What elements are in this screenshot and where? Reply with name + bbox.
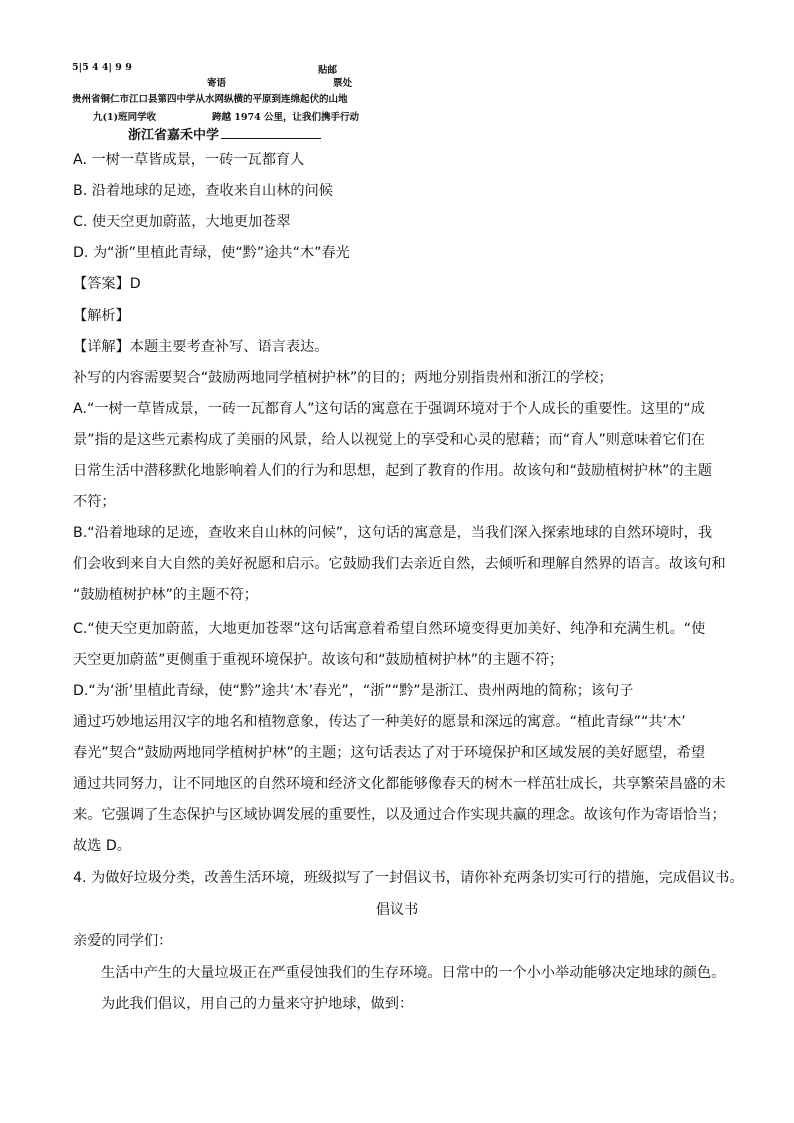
detail-line: 通过共同努力，让不同地区的自然环境和经济文化都能够像春天的树木一样茁壮成长，共享繁荣昌盛的未 <box>73 776 726 792</box>
answer-line: 【答案】D <box>73 276 141 292</box>
detail-line: 【详解】本题主要考查补写、语言表达。 <box>73 339 329 355</box>
option-a: A. 一树一草皆成景，一砖一瓦都育人 <box>73 152 305 168</box>
option-b: B. 沿着地球的足迹，查收来自山林的问候 <box>73 183 333 199</box>
letter-body-line: 为此我们倡议，用自己的力量来守护地球，做到： <box>101 996 414 1012</box>
letter-salutation: 亲爱的同学们： <box>73 933 173 949</box>
letter-body-line: 生活中产生的大量垃圾正在严重侵蚀我们的生存环境。日常中的一个小小举动能够决定地球的颜色。 <box>101 965 726 981</box>
analysis-label: 【解析】 <box>73 308 130 324</box>
option-d: D. 为“浙”里植此青绿，使“黔”途共“木”春光 <box>73 245 350 261</box>
envelope-postcode: 5|5 4 4| 9 9 <box>72 62 132 73</box>
detail-line: 不符； <box>73 494 116 510</box>
envelope-message-line: 跨越 1974 公里，让我们携手行动 <box>212 112 360 123</box>
question-4: 4. 为做好垃圾分类，改善生活环境，班级拟写了一封倡议书，请你补充两条切实可行的措施，完成倡议书。 <box>73 870 744 886</box>
envelope-sender <box>128 124 321 143</box>
detail-line: 春光”契合“鼓励两地同学植树护林”的主题；这句话表达了对于环境保护和区域发展的美好愿望，希望 <box>73 745 706 761</box>
sender-blank-line <box>221 126 321 139</box>
sender-name: 浙江省嘉禾中学 <box>128 128 220 143</box>
letter-title: 倡议书 <box>375 902 419 918</box>
detail-line: 景”指的是这些元素构成了美丽的风景，给人以视觉上的享受和心灵的慰藉；而“育人”则意味着它们在 <box>73 432 706 448</box>
detail-line: B.“沿着地球的足迹，查收来自山林的问候”，这句话的寓意是，当我们深入探索地球的自然环境时，我 <box>73 525 713 541</box>
option-c: C. 使天空更加蔚蓝，大地更加苍翠 <box>73 214 291 230</box>
detail-line: “鼓励植树护林”的主题不符； <box>73 587 258 603</box>
detail-line: 故选 D。 <box>73 838 131 854</box>
detail-line: 来。它强调了生态保护与区域协调发展的重要性，以及通过合作实现共赢的理念。故该句作为寄语恰当； <box>73 807 726 823</box>
detail-line: C.“使天空更加蔚蓝，大地更加苍翠”这句话寓意着希望自然环境变得更加美好、纯净和充满生机。“使 <box>73 621 706 637</box>
detail-line: D.“为‘浙’里植此青绿，使“黔”途共‘木’春光”，“浙”“黔”是浙江、贵州两地的简称；该句子 <box>73 683 634 699</box>
envelope-addressee-line: 九(1)班同学收 <box>93 112 157 123</box>
detail-line: 天空更加蔚蓝”更侧重于重视环境保护。故该句和“鼓励植树护林”的主题不符； <box>73 652 564 668</box>
detail-line: A.“一树一草皆成景，一砖一瓦都育人”这句话的寓意在于强调环境对于个人成长的重要性。这里的“成 <box>73 401 705 417</box>
envelope-message-label: 寄语 <box>207 78 227 89</box>
detail-line: 通过巧妙地运用汉字的地名和植物意象，传达了一种美好的愿景和深远的寓意。“植此青绿”“共‘木’ <box>73 714 686 730</box>
detail-line: 补写的内容需要契合“鼓励两地同学植树护林”的目的；两地分别指贵州和浙江的学校； <box>73 370 613 386</box>
detail-line: 日常生活中潜移默化地影响着人们的行为和思想，起到了教育的作用。故该句和“鼓励植树护林”的主题 <box>73 463 712 479</box>
envelope-stamp-line1: 贴邮 <box>318 65 338 76</box>
detail-line: 们会收到来自大自然的美好祝愿和启示。它鼓励我们去亲近自然，去倾听和理解自然界的语言。故该句和 <box>73 556 726 572</box>
envelope-address-line: 贵州省铜仁市江口县第四中学从水网纵横的平原到连绵起伏的山地 <box>72 94 348 105</box>
envelope-stamp-line2: 票处 <box>333 78 353 89</box>
